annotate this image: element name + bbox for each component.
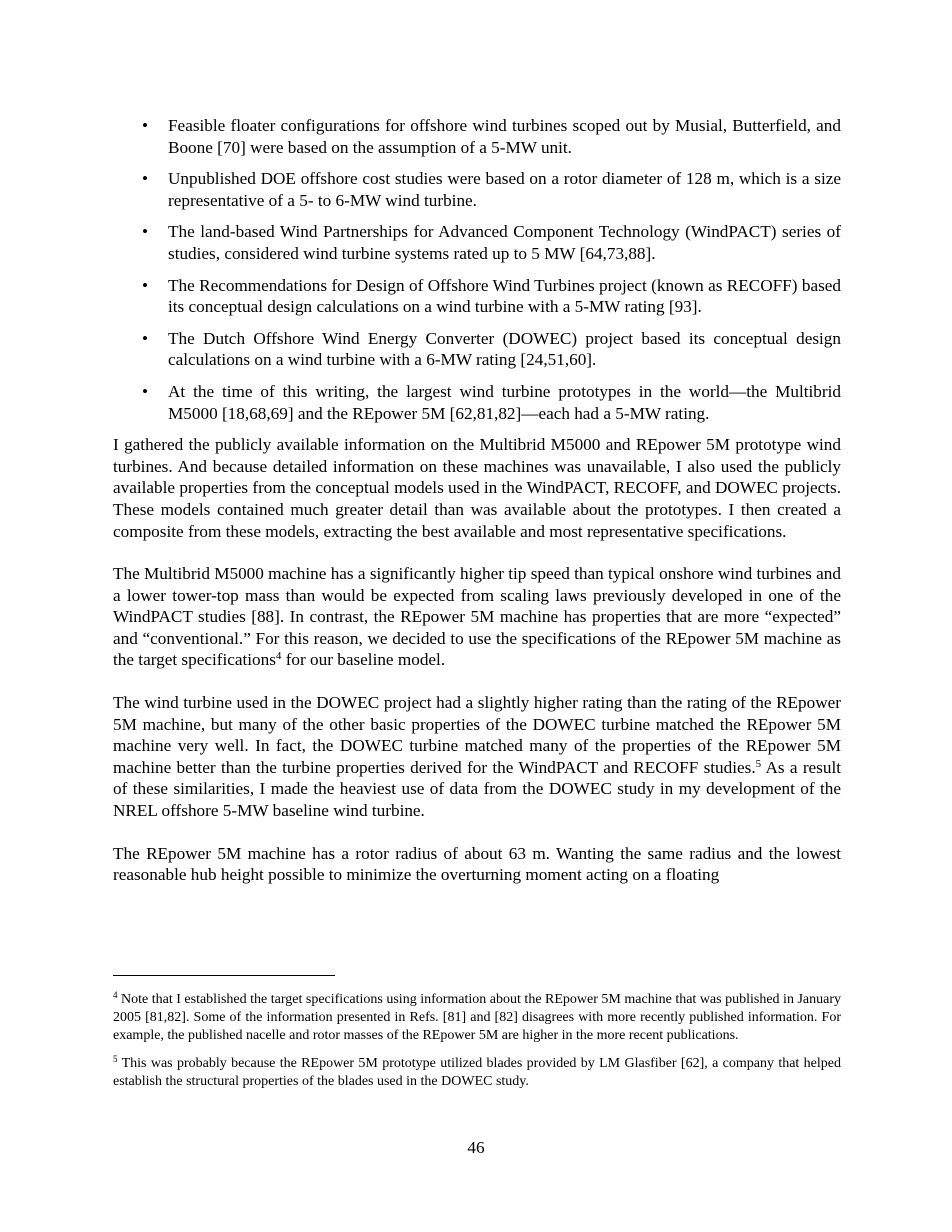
paragraph-rotor-radius: The REpower 5M machine has a rotor radius of about 63 m. Wanting the same radius and the lowest reasonable hub height possible to minimize the overturning moment acting on a floating [113, 843, 841, 885]
footnote-divider [113, 975, 335, 976]
footnote-ref-4[interactable]: 4 [275, 650, 282, 663]
bullet-item: • The Dutch Offshore Wind Energy Converter (DOWEC) project based its conceptual design calculations on a wind turbine with a 6-MW rating [24,51,60]. [142, 328, 841, 370]
bullet-item: • Feasible floater configurations for offshore wind turbines scoped out by Musial, Butterfield, and Boone [70] were based on the assumption of a 5-MW unit. [142, 116, 841, 157]
bullet-icon: • [142, 169, 149, 189]
paragraph-dowec: The wind turbine used in the DOWEC project had a slightly higher rating than the rating of the REpower 5M machine, but many of the other basic properties of the DOWEC turbine matched the REpower 5M machine very well. In fact, the DOWEC turbine matched many of the properties of the REpower 5M machine better than the turbine properties derived for the WindPACT and RECOFF studies.$^5$ As a result of these similarities, I made the heaviest use of data from the DOWEC study in my development of the NREL offshore 5-MW baseline wind turbine. [113, 693, 842, 821]
bullet-icon: • [142, 116, 149, 135]
bullet-item: • Unpublished DOE offshore cost studies were based on a rotor diameter of 128 m, which is a size representative of a 5- to 6-MW wind turbine. [142, 169, 841, 210]
bullet-icon: • [142, 381, 149, 401]
bullet-icon: • [142, 275, 149, 295]
bullet-item: • The land-based Wind Partnerships for Advanced Component Technology (WindPACT) series of studies, considered wind turbine systems rated up to 5 MW [64,73,88]. [142, 222, 841, 263]
page-number: 46 [467, 1138, 485, 1157]
footnote-ref-5[interactable]: 5 [755, 757, 762, 770]
bullet-icon: • [142, 328, 149, 348]
body-text [113, 115, 841, 907]
footnote-4: $^4$ Note that I established the target specifications using information about the REpower 5M machine that was published in January 2005 [81,82]. Some of the information presented in Refs. [81] and [82] disagrees with more recently published information. For example, the published nacelle and rotor masses of the REpower 5M are higher in the more recent publications. [113, 990, 841, 1043]
paragraph-target-specs: The Multibrid M5000 machine has a significantly higher tip speed than typical onshore wind turbines and a lower tower-top mass than would be expected from scaling laws previously developed in one of the WindPACT studies [88]. In contrast, the REpower 5M machine has properties that are more “expected” and “conventional.” For this reason, we decided to use the specifications of the REpower 5M machine as the target specifications$^4$ for our baseline model. [113, 564, 841, 670]
bullet-item: • At the time of this writing, the largest wind turbine prototypes in the world—the Multibrid M5000 [18,68,69] and the REpower 5M [62,81,82]—each had a 5-MW rating. [142, 381, 841, 423]
paragraph-sources: I gathered the publicly available information on the Multibrid M5000 and REpower 5M prototype wind turbines. And because detailed information on these machines was unavailable, I also used the publicly available properties from the conceptual models used in the WindPACT, RECOFF, and DOWEC projects. These models contained much greater detail than was available about the prototypes. I then created a composite from these models, extracting the best available and most representative specifications. [113, 435, 841, 541]
bullet-item: • The Recommendations for Design of Offshore Wind Turbines project (known as RECOFF) based its conceptual design calculations on a wind turbine with a 5-MW rating [93]. [142, 275, 841, 317]
footnotes [113, 991, 841, 1101]
bullet-icon: • [142, 222, 149, 242]
footnote-5: $^5$ This was probably because the REpower 5M prototype utilized blades provided by LM Glasfiber [62], a company that helped establish the structural properties of the blades used in the DOWEC study. [113, 1054, 841, 1089]
bullet-list [113, 115, 841, 424]
